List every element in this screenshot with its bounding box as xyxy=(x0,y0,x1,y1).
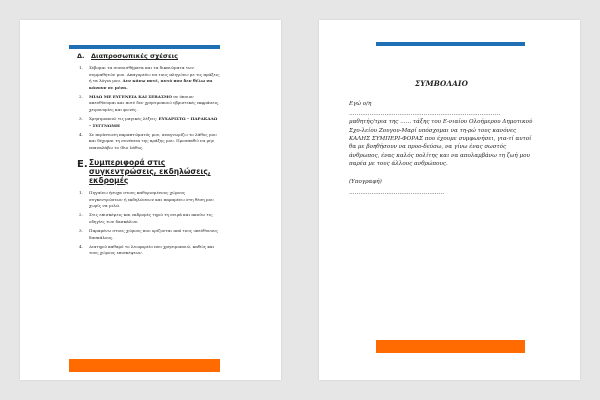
list-item xyxy=(77,212,220,225)
section-d-title: Διαπροσωπικές σχέσεις xyxy=(91,52,178,60)
contract-title: ΣΥΜΒΟΛΑΙΟ xyxy=(414,79,469,88)
item-text: Πηγαίνω ήσυχα στους καθορισμένους χώρους συγκεντρώσεων ή εκδηλώσεων και παραμένω στη θέση μου χωρίς να μιλώ. xyxy=(89,190,214,209)
bottom-orange-bar xyxy=(69,359,220,372)
section-e-list xyxy=(77,190,220,257)
list-item xyxy=(77,190,220,210)
item-plain-text: Χρησιμοποιώ τις μαγικές λέξεις: xyxy=(89,115,158,121)
item-number: 1. xyxy=(79,65,83,70)
item-text xyxy=(89,116,220,129)
item-plain-text: Σέβομαι τα συναισθήματα και τα δικαιώματα των συμμαθητών μου. Απαγορεύω να τους πληγώνω με τις πράξεις ή τα λόγια μου. xyxy=(89,65,220,84)
item-text: Στις επισκέψεις και εκδρομές τηρώ τη σειρά και ακούω τις οδηγίες των δασκάλων. xyxy=(89,212,213,224)
section-d-heading xyxy=(77,52,220,60)
section-d-list xyxy=(77,65,220,151)
item-number: 3. xyxy=(79,115,83,121)
bottom-orange-bar xyxy=(376,340,525,353)
section-e-heading xyxy=(77,159,220,185)
top-blue-bar xyxy=(69,45,220,49)
item-bold-text: Δεν κάνω ποτέ, αυτό που δεν θέλω να κάνουν σε μένα. xyxy=(89,78,213,90)
salutation: Εγώ ο/η xyxy=(349,101,372,108)
signature-line: …………………………………………… xyxy=(349,190,445,197)
list-item xyxy=(77,94,220,114)
item-number: 4. xyxy=(79,243,83,249)
item-text: Σε περίπτωση παραπτώματός μου, αναγνωρίζω το λάθος μου και δέχομαι τη συνέπεια της πράξης μου. Προσπαθώ να μην επαναλάβω το ίδιο λάθος. xyxy=(89,131,217,150)
contract-content xyxy=(349,80,534,197)
item-number: 2. xyxy=(79,93,83,99)
item-text xyxy=(89,94,220,114)
right-page xyxy=(319,20,580,380)
list-item xyxy=(77,132,220,152)
item-text: Παραμένω στους χώρους που ορίζονται από τους υπεύθυνους δασκάλους. xyxy=(89,227,218,240)
list-item xyxy=(77,228,220,241)
item-bold-text: ΜΙΛΩ ΜΕ ΕΥΓΕΝΕΙΑ ΚΑΙ ΣΕΒΑΣΜΟ xyxy=(89,93,172,99)
list-item xyxy=(77,116,220,129)
list-item xyxy=(77,65,220,91)
item-number: 3. xyxy=(79,227,83,233)
item-number: 1. xyxy=(79,190,83,196)
item-plain-text: σε όποιον απευθύνομαι και ποτέ δεν χρησιμοποιώ υβριστικές εκφράσεις, χειρονομίες και φωνές. xyxy=(89,93,220,112)
left-page xyxy=(20,20,281,380)
list-item xyxy=(77,244,220,257)
top-blue-bar xyxy=(376,42,525,46)
name-fill-line: ……………………………………………………………………… xyxy=(349,110,501,117)
item-number: 4. xyxy=(79,131,83,137)
section-e-title: Συμπεριφορά στις συγκεντρώσεις, εκδηλώσεις, εκδρομές xyxy=(89,158,211,185)
item-bold-text: ΕΥΧΑΡΙΣΤΩ – ΠΑΡΑΚΑΛΩ – ΣΥΓΓΝΩΜΗ xyxy=(89,115,218,128)
section-e-letter: Ε. xyxy=(77,159,88,171)
left-page-content xyxy=(77,52,220,259)
contract-body: μαθητής/τρια της …… τάξης του Ε-νιαίου Ολοήμερου Δημοτικού Σχο-λείου Ζουγου-Μαρί υπόσχομαι να τη-ρώ τους κανόνες ΚΑΛΗΣ ΣΥΜΠΕΡΙ-ΦΟΡΑΣ που έχουμε συμφωνήσει, για-τί αυτοί θα με βοηθήσουν να προο-δεύσω, να γίνω ένας σωστός άνθρωπος, ένας καλός πολίτης και να απολαμβάνω τη ζωή μου παρέα με τους άλλους ανθρώπους. xyxy=(349,119,533,168)
item-text xyxy=(89,65,220,91)
item-number: 2. xyxy=(79,212,83,218)
section-d-letter: Δ. xyxy=(77,52,85,60)
item-text: Διατηρώ καθαρό το λεωφορείο που χρησιμοποιώ, καθώς και τους χώρους επισκέψεων. xyxy=(89,243,215,256)
signature-label: (Υπογραφή) xyxy=(349,178,382,185)
